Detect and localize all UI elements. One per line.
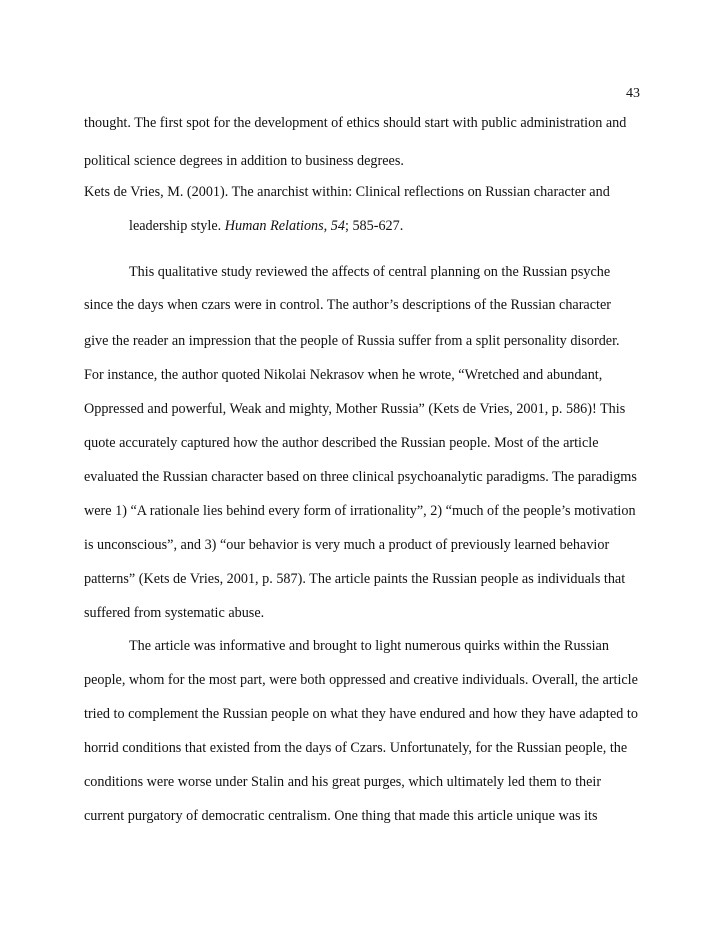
paragraph-2-line-1: The article was informative and brought to light numerous quirks within the Russian: [129, 638, 609, 654]
reference-prefix: leadership style.: [129, 218, 225, 234]
paragraph-2-line-5: conditions were worse under Stalin and his great purges, which ultimately led them to their: [84, 774, 602, 790]
paragraph-line-5: Oppressed and powerful, Weak and mighty, Mother Russia” (Kets de Vries, 2001, p. 586)! This: [84, 401, 626, 417]
paragraph-line-3: give the reader an impression that the people of Russia suffer from a split personality disorder.: [84, 333, 620, 349]
paragraph-line-11: suffered from systematic abuse.: [84, 605, 265, 621]
paragraph-line-4: For instance, the author quoted Nikolai Nekrasov when he wrote, “Wretched and abundant,: [84, 367, 603, 383]
reference-suffix: ; 585-627.: [344, 218, 404, 234]
paragraph-line-1: This qualitative study reviewed the affects of central planning on the Russian psyche: [129, 264, 611, 280]
paragraph-line-6: quote accurately captured how the author described the Russian people. Most of the article: [84, 435, 599, 451]
reference-line-2: [129, 218, 403, 235]
paragraph-line-9: is unconscious”, and 3) “our behavior is very much a product of previously learned behavior: [84, 537, 610, 553]
journal-title: Human Relations, 54: [224, 218, 345, 234]
paragraph-line-7: evaluated the Russian character based on three clinical psychoanalytic paradigms. The paradigms: [84, 469, 637, 485]
paragraph-2-line-3: tried to complement the Russian people on what they have endured and how they have adapted to: [84, 706, 638, 722]
text-line-2: political science degrees in addition to business degrees.: [84, 153, 404, 169]
page-number: 43: [626, 86, 640, 101]
paragraph-line-8: were 1) “A rationale lies behind every form of irrationality”, 2) “much of the people’s motivation: [84, 503, 636, 519]
paragraph-2-line-4: horrid conditions that existed from the days of Czars. Unfortunately, for the Russian people, the: [84, 740, 628, 756]
paragraph-2-line-2: people, whom for the most part, were both oppressed and creative individuals. Overall, the article: [84, 672, 638, 688]
paragraph-line-2: since the days when czars were in control. The author’s descriptions of the Russian character: [84, 297, 611, 313]
text-line-1: thought. The first spot for the development of ethics should start with public administration and: [84, 115, 627, 131]
paragraph-line-10: patterns” (Kets de Vries, 2001, p. 587). The article paints the Russian people as individuals that: [84, 571, 626, 587]
paragraph-2-line-6: current purgatory of democratic centralism. One thing that made this article unique was its: [84, 808, 598, 824]
reference-line-1: Kets de Vries, M. (2001). The anarchist within: Clinical reflections on Russian character and: [84, 184, 610, 200]
